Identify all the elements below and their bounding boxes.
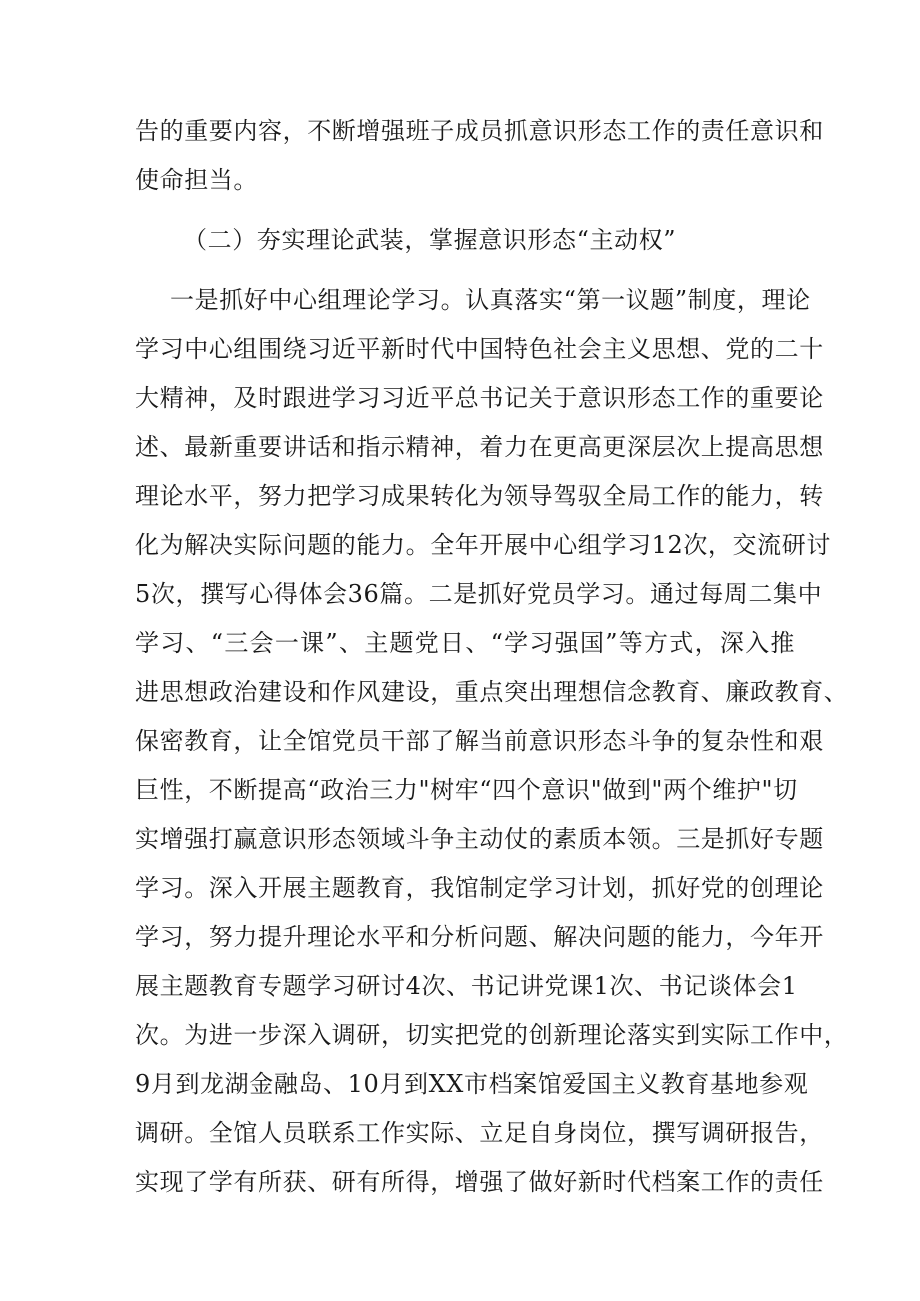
text-line: 学习，努力提升理论水平和分析问题、解决问题的能力，今年开 [135, 923, 824, 951]
text-line: 保密教育，让全馆党员干部了解当前意识形态斗争的复杂性和艰 [135, 727, 824, 755]
text-line: 一是抓好中心组理论学习。认真落实“第一议题”制度，理论 [170, 286, 811, 314]
section-heading: （二）夯实理论武装，掌握意识形态“主动权” [183, 226, 677, 254]
text-line: 实现了学有所获、研有所得，增强了做好新时代档案工作的责任 [135, 1168, 824, 1196]
text-line: 告的重要内容，不断增强班子成员抓意识形态工作的责任意识和 [135, 117, 824, 145]
text-line: 使命担当。 [135, 166, 258, 194]
text-line: 调研。全馆人员联系工作实际、立足自身岗位，撰写调研报告， [135, 1119, 824, 1147]
text-line: 学习中心组围绕习近平新时代中国特色社会主义思想、党的二十 [135, 335, 824, 363]
text-line: 次。为进一步深入调研，切实把党的创新理论落实到实际工作中， [135, 1021, 849, 1049]
text-line: 进思想政治建设和作风建设，重点突出理想信念教育、廉政教育、 [135, 678, 849, 706]
text-line: 展主题教育专题学习研讨4次、书记讲党课1次、书记谈体会1 [135, 972, 798, 1000]
text-line: 学习、“三会一课”、主题党日、“学习强国”等方式，深入推 [135, 629, 795, 657]
text-line: 学习。深入开展主题教育，我馆制定学习计划，抓好党的创理论 [135, 874, 824, 902]
text-line: 实增强打赢意识形态领域斗争主动仗的素质本领。三是抓好专题 [135, 825, 824, 853]
text-line: 理论水平，努力把学习成果转化为领导驾驭全局工作的能力，转 [135, 482, 824, 510]
text-line: 大精神，及时跟进学习习近平总书记关于意识形态工作的重要论 [135, 384, 824, 412]
text-line: 化为解决实际问题的能力。全年开展中心组学习12次，交流研讨 [135, 531, 831, 559]
text-line: 9月到龙湖金融岛、10月到XX市档案馆爱国主义教育基地参观 [135, 1070, 809, 1098]
text-line: 述、最新重要讲话和指示精神，着力在更高更深层次上提高思想 [135, 433, 824, 461]
text-line: 5次，撰写心得体会36篇。二是抓好党员学习。通过每周二集中 [135, 580, 823, 608]
text-line: 巨性，不断提高“政治三力"树牢“四个意识"做到"两个维护"切 [135, 776, 798, 804]
